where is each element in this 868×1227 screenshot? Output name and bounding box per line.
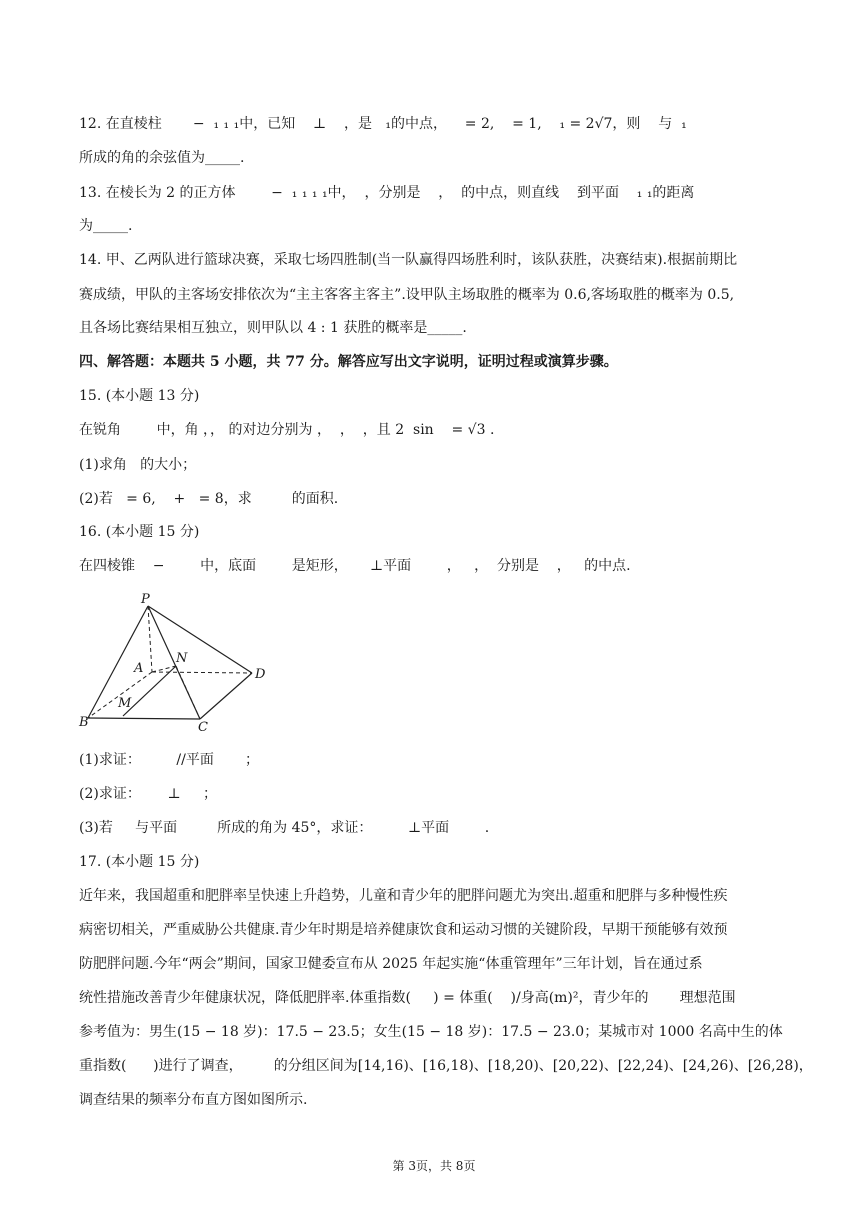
label-d: D xyxy=(255,667,266,682)
q15-title: 15. (本小题 13 分) xyxy=(79,388,200,404)
q17-para-1: 近年来，我国超重和肥胖率呈快速上升趋势，儿童和青少年的肥胖问题尤为突出.超重和肥胖与多种慢性疾 xyxy=(79,888,728,904)
q16-part1: (1)求证： //平面 ； xyxy=(79,752,260,768)
q17-para-3: 防肥胖问题.今年“两会”期间，国家卫健委宣布从 2025 年起实施“体重管理年”三年计划，旨在通过系 xyxy=(79,956,703,972)
line-q14-b: 赛成绩，甲队的主客场安排依次为“主主客客主客主”.设甲队主场取胜的概率为 0.6,客场取胜的概率为 0.5, xyxy=(79,287,735,303)
section-heading: 四、解答题：本题共 5 小题，共 77 分。解答应写出文字说明，证明过程或演算步骤。 xyxy=(79,354,618,370)
label-a: A xyxy=(134,661,144,676)
line-q12-a: 12. 在直棱柱 − ₁ ₁ ₁中，已知 ⊥ ，是 ₁的中点， = 2, = 1, ₁ = 2√7，则 与 ₁ xyxy=(79,116,687,132)
q17-para-2: 病密切相关，严重威胁公共健康.青少年时期是培养健康饮食和运动习惯的关键阶段，早期干预能够有效预 xyxy=(79,922,728,938)
label-n: N xyxy=(176,651,188,666)
page-footer: 第 3页，共 8页 xyxy=(392,1159,476,1173)
q15-part2: (2)若 = 6, + = 8，求 的面积. xyxy=(79,491,339,507)
label-b: B xyxy=(79,715,89,730)
pyramid-figure xyxy=(72,585,282,735)
label-p: P xyxy=(141,592,150,607)
label-c: C xyxy=(198,720,208,735)
line-q14-c: 且各场比赛结果相互独立，则甲队以 4 : 1 获胜的概率是_____. xyxy=(79,320,467,336)
q17-para-4: 统性措施改善青少年健康状况，降低肥胖率.体重指数( ) = 体重( )/身高(m)²，青少年的 理想范围 xyxy=(79,990,736,1006)
line-q12-b: 所成的角的余弦值为_____. xyxy=(79,150,245,166)
q16-title: 16. (本小题 15 分) xyxy=(79,524,200,540)
q17-para-6: 重指数( )进行了调查， 的分组区间为[14,16)、[16,18)、[18,20)、[20,22)、[22,24)、[24,26)、[26,28)， xyxy=(79,1058,813,1074)
line-q14-a: 14. 甲、乙两队进行篮球决赛，采取七场四胜制(当一队赢得四场胜利时，该队获胜，决赛结束).根据前期比 xyxy=(79,252,738,268)
line-q13-b: 为_____. xyxy=(79,218,133,234)
q17-title: 17. (本小题 15 分) xyxy=(79,854,200,870)
q16-part3: (3)若 与平面 所成的角为 45°，求证： ⊥平面 . xyxy=(79,820,490,836)
line-q13-a: 13. 在棱长为 2 的正方体 − ₁ ₁ ₁ ₁中， ，分别是 ， 的中点，则直线 到平面 ₁ ₁的距离 xyxy=(79,185,695,201)
label-m: M xyxy=(118,696,132,711)
q15-stem: 在锐角 中，角 ，， 的对边分别为 ， ， ，且 2 sin = √3 . xyxy=(79,422,495,438)
q17-para-5: 参考值为：男生(15 − 18 岁)：17.5 − 23.5；女生(15 − 18 岁)：17.5 − 23.0；某城市对 1000 名高中生的体 xyxy=(79,1024,783,1040)
q17-para-7: 调查结果的频率分布直方图如图所示. xyxy=(79,1092,308,1108)
q15-part1: (1)求角 的大小； xyxy=(79,457,197,473)
q16-part2: (2)求证： ⊥ ； xyxy=(79,786,217,802)
q16-stem: 在四棱锥 − 中，底面 是矩形， ⊥平面 ， ， 分别是 ， 的中点. xyxy=(79,558,631,574)
